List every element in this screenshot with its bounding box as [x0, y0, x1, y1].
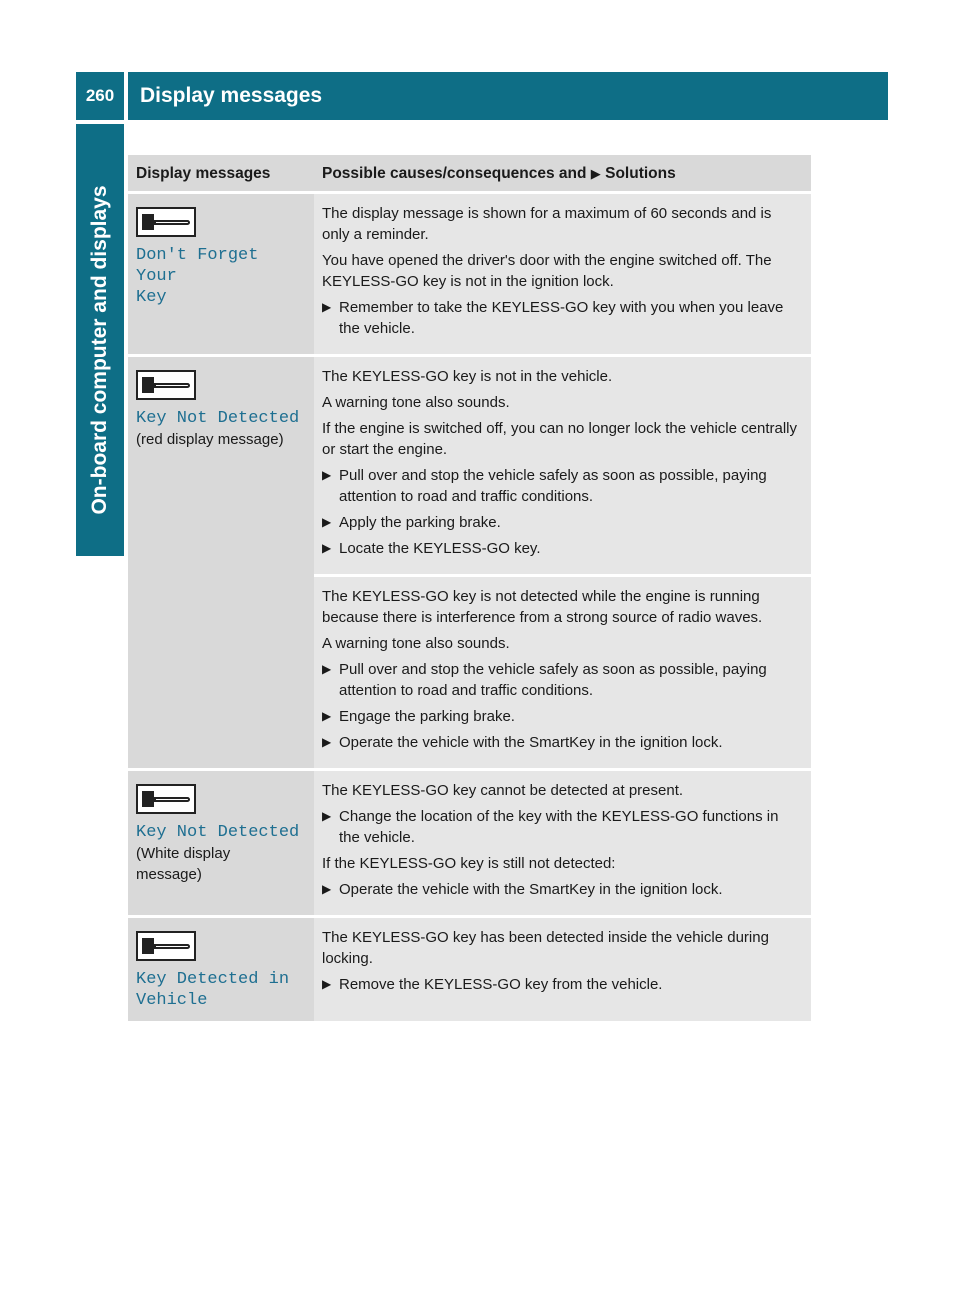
- display-message-note: (White display: [136, 845, 231, 862]
- display-message-text: Don't Forget Your: [136, 246, 259, 286]
- display-message-cell: [128, 770, 314, 917]
- step-arrow-icon: ▶: [322, 809, 332, 823]
- step-arrow-icon: ▶: [322, 541, 332, 555]
- page-number: 260: [76, 72, 124, 120]
- display-message-text: Key Not Detected: [136, 823, 300, 842]
- step-arrow-icon: ▶: [322, 300, 332, 314]
- solution-cell: [314, 917, 811, 1023]
- step-text: Operate the vehicle with the SmartKey in the ignition lock.: [339, 734, 723, 751]
- solution-cell: [314, 356, 811, 576]
- display-message-text: Vehicle: [136, 991, 208, 1010]
- col-header-display-messages: Display messages: [128, 155, 314, 193]
- cause-text: The KEYLESS-GO key cannot be detected at present.: [322, 782, 684, 799]
- step-text: Pull over and stop the vehicle safely as soon as possible, paying attention to road and traffic conditions.: [339, 467, 767, 505]
- solution-step: [322, 806, 803, 848]
- step-arrow-icon: ▶: [322, 662, 332, 676]
- chapter-title: On-board computer and displays: [88, 185, 111, 515]
- solution-step: [322, 879, 803, 900]
- display-message-note: (red display message): [136, 431, 284, 448]
- cause-text: If the KEYLESS-GO key is still not detected:: [322, 855, 616, 872]
- key-icon: [136, 784, 196, 814]
- table-row: [128, 917, 811, 1023]
- solution-step: [322, 465, 803, 507]
- solution-cell: [314, 770, 811, 917]
- cause-text: The display message is shown for a maximum of 60 seconds and is only a reminder.: [322, 205, 772, 243]
- step-arrow-icon: ▶: [322, 515, 332, 529]
- step-arrow-icon: ▶: [322, 709, 332, 723]
- solution-cell: [314, 576, 811, 770]
- step-arrow-icon: ▶: [322, 882, 332, 896]
- key-icon: [136, 207, 196, 237]
- cause-text: The KEYLESS-GO key has been detected inside the vehicle during locking.: [322, 929, 769, 967]
- cause-text: A warning tone also sounds.: [322, 394, 510, 411]
- cause-text: If the engine is switched off, you can no longer lock the vehicle centrally or start the engine.: [322, 420, 797, 458]
- arrow-icon: ▶: [590, 165, 601, 181]
- cause-text: The KEYLESS-GO key is not in the vehicle.: [322, 368, 613, 385]
- col-header-text: Solutions: [605, 164, 676, 182]
- display-messages-table: [128, 155, 811, 1024]
- cause-text: The KEYLESS-GO key is not detected while the engine is running because there is interference from a strong source of radio waves.: [322, 588, 763, 626]
- step-text: Change the location of the key with the KEYLESS-GO functions in the vehicle.: [339, 808, 779, 846]
- display-message-note: message): [136, 866, 202, 883]
- solution-step: [322, 732, 803, 753]
- solution-step: [322, 706, 803, 727]
- display-message-cell: [128, 917, 314, 1023]
- display-message-text: Key Detected in: [136, 970, 290, 989]
- table-row: [128, 193, 811, 356]
- display-message-text: Key: [136, 288, 167, 307]
- col-header-solutions: [314, 155, 811, 193]
- table-row: [128, 770, 811, 917]
- solution-step: [322, 538, 803, 559]
- step-text: Locate the KEYLESS-GO key.: [339, 540, 541, 557]
- solution-step: [322, 659, 803, 701]
- cause-text: You have opened the driver's door with the engine switched off. The KEYLESS-GO key is not in the ignition lock.: [322, 252, 772, 290]
- col-header-text: Possible causes/consequences and: [322, 164, 587, 182]
- solution-step: [322, 297, 803, 339]
- key-icon: [136, 370, 196, 400]
- step-text: Apply the parking brake.: [339, 514, 501, 531]
- page-title: Display messages: [128, 72, 888, 120]
- display-message-cell: [128, 193, 314, 356]
- step-text: Engage the parking brake.: [339, 708, 515, 725]
- solution-step: [322, 512, 803, 533]
- cause-text: A warning tone also sounds.: [322, 635, 510, 652]
- solution-cell: [314, 193, 811, 356]
- step-text: Remember to take the KEYLESS-GO key with you when you leave the vehicle.: [339, 299, 784, 337]
- display-message-cell: [128, 356, 314, 770]
- step-text: Operate the vehicle with the SmartKey in the ignition lock.: [339, 881, 723, 898]
- table-row: [128, 356, 811, 576]
- step-text: Pull over and stop the vehicle safely as soon as possible, paying attention to road and traffic conditions.: [339, 661, 767, 699]
- table-header-row: [128, 155, 811, 193]
- step-arrow-icon: ▶: [322, 977, 332, 991]
- step-arrow-icon: ▶: [322, 468, 332, 482]
- solution-step: [322, 974, 803, 995]
- step-arrow-icon: ▶: [322, 735, 332, 749]
- step-text: Remove the KEYLESS-GO key from the vehicle.: [339, 976, 663, 993]
- key-icon: [136, 931, 196, 961]
- display-message-text: Key Not Detected: [136, 409, 300, 428]
